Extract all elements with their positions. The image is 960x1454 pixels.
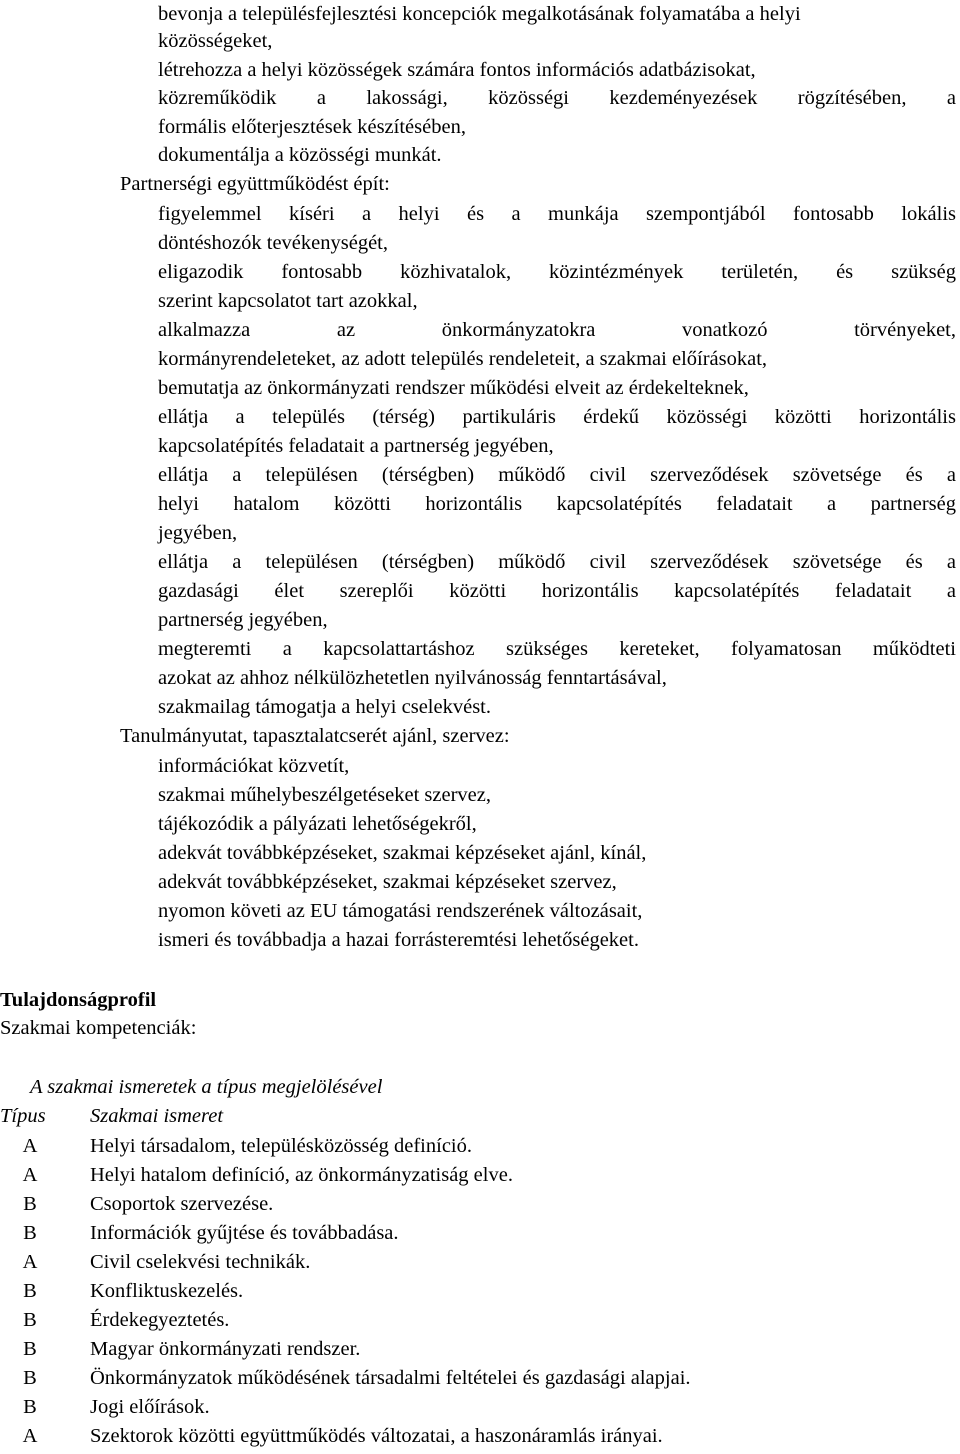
table-cell-knowledge: Csoportok szervezése. [90,1193,274,1215]
list-item: eligazodik fontosabb közhivatalok, közintézmények területén, és szükség [158,261,956,283]
list-item: bemutatja az önkormányzati rendszer működési elveit az érdekelteknek, [158,377,749,399]
list-item: szerint kapcsolatot tart azokkal, [158,290,418,312]
profile-subtitle: Szakmai kompetenciák: [0,1017,197,1039]
table-cell-type: B [23,1367,37,1389]
table-cell-knowledge: Önkormányzatok működésének társadalmi feltételei és gazdasági alapjai. [90,1367,691,1389]
table-cell-type: A [22,1425,38,1447]
section-heading: Partnerségi együttműködést épít: [120,173,390,195]
list-item: bevonja a településfejlesztési koncepciók megalkotásának folyamatába a helyi [158,3,801,25]
table-cell-knowledge: Érdekegyeztetés. [90,1309,230,1331]
table-cell-type: B [23,1193,37,1215]
list-item: tájékozódik a pályázati lehetőségekről, [158,813,477,835]
table-cell-knowledge: Szektorok közötti együttműködés változatai, a haszonáramlás irányai. [90,1425,663,1447]
list-item: ismeri és továbbadja a hazai forrásteremtési lehetőségeket. [158,929,639,951]
list-item: közreműködik a lakossági, közösségi kezdeményezések rögzítésében, a [158,87,956,109]
list-item: azokat az ahhoz nélkülözhetetlen nyilvánosság fenntartásával, [158,667,667,689]
list-item: információkat közvetít, [158,755,350,777]
list-item: kapcsolatépítés feladatait a partnerség jegyében, [158,435,554,457]
list-item: nyomon követi az EU támogatási rendszerének változásait, [158,900,643,922]
table-cell-knowledge: Helyi társadalom, településközösség definíció. [90,1135,472,1157]
section-heading: Tanulmányutat, tapasztalatcserét ajánl, szervez: [120,725,510,747]
list-item: kormányrendeleteket, az adott település rendeleteit, a szakmai előírásokat, [158,348,768,370]
list-item: jegyében, [158,522,238,544]
table-caption: A szakmai ismeretek a típus megjelölésével [30,1076,383,1098]
table-cell-type: B [23,1280,37,1302]
profile-title: Tulajdonságprofil [0,989,157,1011]
list-item: szakmai műhelybeszélgetéseket szervez, [158,784,491,806]
table-cell-type: B [23,1338,37,1360]
table-cell-knowledge: Információk gyűjtése és továbbadása. [90,1222,399,1244]
list-item: közösségeket, [158,30,273,52]
table-cell-type: B [23,1309,37,1331]
list-item: ellátja a településen (térségben) működő civil szerveződések szövetsége és a [158,464,956,486]
table-header-type: Típus [0,1105,46,1127]
table-cell-type: A [22,1164,38,1186]
table-cell-knowledge: Civil cselekvési technikák. [90,1251,311,1273]
list-item: helyi hatalom közötti horizontális kapcsolatépítés feladatait a partnerség [158,493,956,515]
list-item: alkalmazza az önkormányzatokra vonatkozó törvényeket, [158,319,956,341]
table-cell-type: B [23,1222,37,1244]
list-item: döntéshozók tevékenységét, [158,232,388,254]
list-item: figyelemmel kíséri a helyi és a munkája szempontjából fontosabb lokális [158,203,956,225]
list-item: adekvát továbbképzéseket, szakmai képzéseket ajánl, kínál, [158,842,647,864]
table-cell-type: B [23,1396,37,1418]
list-item: ellátja a településen (térségben) működő civil szerveződések szövetsége és a [158,551,956,573]
table-header-knowledge: Szakmai ismeret [90,1105,224,1127]
list-item: formális előterjesztések készítésében, [158,116,466,138]
list-item: dokumentálja a közösségi munkát. [158,144,442,166]
table-cell-knowledge: Jogi előírások. [90,1396,210,1418]
list-item: megteremti a kapcsolattartáshoz szükséges kereteket, folyamatosan működteti [158,638,956,660]
list-item: ellátja a település (térség) partikuláris érdekű közösségi közötti horizontális [158,406,956,428]
table-cell-knowledge: Konfliktuskezelés. [90,1280,244,1302]
table-cell-type: A [22,1135,38,1157]
table-cell-knowledge: Helyi hatalom definíció, az önkormányzatiság elve. [90,1164,513,1186]
list-item: adekvát továbbképzéseket, szakmai képzéseket szervez, [158,871,617,893]
list-item: gazdasági élet szereplői közötti horizontális kapcsolatépítés feladatait a [158,580,956,602]
list-item: létrehozza a helyi közösségek számára fontos információs adatbázisokat, [158,59,756,81]
table-cell-knowledge: Magyar önkormányzati rendszer. [90,1338,361,1360]
list-item: partnerség jegyében, [158,609,328,631]
list-item: szakmailag támogatja a helyi cselekvést. [158,696,491,718]
table-cell-type: A [22,1251,38,1273]
